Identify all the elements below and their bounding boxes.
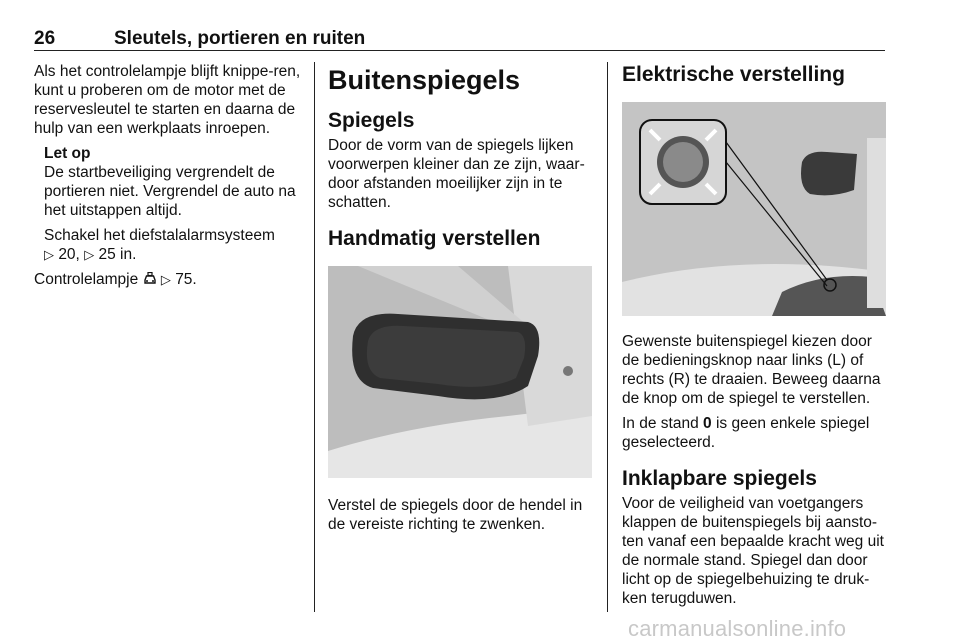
subheading-spiegels: Spiegels bbox=[328, 109, 415, 132]
handmatig-paragraph: Verstel de spiegels door de hendel in de vereiste richting te zwenken. bbox=[328, 497, 583, 533]
column-divider bbox=[607, 62, 608, 612]
section-heading: Buitenspiegels bbox=[328, 65, 521, 95]
elektrisch-paragraph: Gewenste buitenspiegel kiezen door de bedieningsknop naar links (L) of rechts (R) te draaien. Beweeg daarna de knop om de spiegel te verstellen. bbox=[622, 333, 881, 407]
page-number: 26 bbox=[34, 28, 56, 49]
alarm-text: Schakel het diefstalalarmsysteem bbox=[44, 227, 275, 244]
subheading-handmatig: Handmatig verstellen bbox=[328, 227, 541, 250]
warning-lamp-ref: 75. bbox=[175, 271, 197, 288]
stand-post: is geen enkele spiegel geselecteerd. bbox=[622, 415, 870, 451]
stand-pre: In de stand bbox=[622, 415, 699, 432]
manual-mirror-illustration bbox=[328, 266, 592, 478]
warning-lamp-paragraph bbox=[34, 270, 302, 289]
inklapbaar-paragraph: Voor de veiligheid van voetgangers klappen de buitenspiegels bij aansto-ten vanaf een bepaalde kracht weg uit de normale stand. Spiegel dan door licht op de spiegelbehuizing te druk-ken terugduwen. bbox=[622, 495, 884, 607]
note-title: Let op bbox=[44, 145, 91, 162]
spiegels-paragraph: Door de vorm van de spiegels lijken voorwerpen kleiner dan ze zijn, waar-door afstanden moeilijker zijn in te schatten. bbox=[328, 137, 585, 211]
electric-mirror-switch-illustration bbox=[622, 102, 886, 316]
watermark: carmanualsonline.info bbox=[628, 616, 847, 641]
column-3 bbox=[622, 62, 886, 614]
alarm-ref-2: 25 in. bbox=[98, 246, 137, 263]
subheading-inklapbaar: Inklapbare spiegels bbox=[622, 467, 817, 490]
warning-lamp-text: Controlelampje bbox=[34, 271, 139, 288]
column-2 bbox=[328, 62, 592, 540]
column-divider bbox=[314, 62, 315, 612]
stand-bold: 0 bbox=[703, 415, 712, 432]
alarm-paragraph bbox=[44, 226, 302, 264]
page-reference-icon: ▷ bbox=[44, 247, 54, 262]
page-reference-icon: ▷ bbox=[84, 247, 95, 262]
stand-paragraph bbox=[622, 414, 886, 452]
note-text: De startbeveiliging vergrendelt de portieren niet. Vergrendel de auto na het uitstappen altijd. bbox=[44, 164, 296, 219]
alarm-ref-1: 20, bbox=[58, 246, 80, 263]
immobiliser-paragraph: Als het controlelampje blijft knippe-ren, kunt u proberen om de motor met de reservesleutel te starten en daarna de hulp van een werkplaats inroepen. bbox=[34, 63, 301, 137]
page-reference-icon: ▷ bbox=[160, 272, 171, 287]
subheading-elektrisch: Elektrische verstelling bbox=[622, 63, 845, 86]
note-block bbox=[44, 144, 302, 264]
column-1 bbox=[34, 62, 302, 295]
car-lock-icon bbox=[143, 271, 161, 288]
running-title: Sleutels, portieren en ruiten bbox=[114, 28, 366, 49]
page-header bbox=[34, 26, 885, 51]
